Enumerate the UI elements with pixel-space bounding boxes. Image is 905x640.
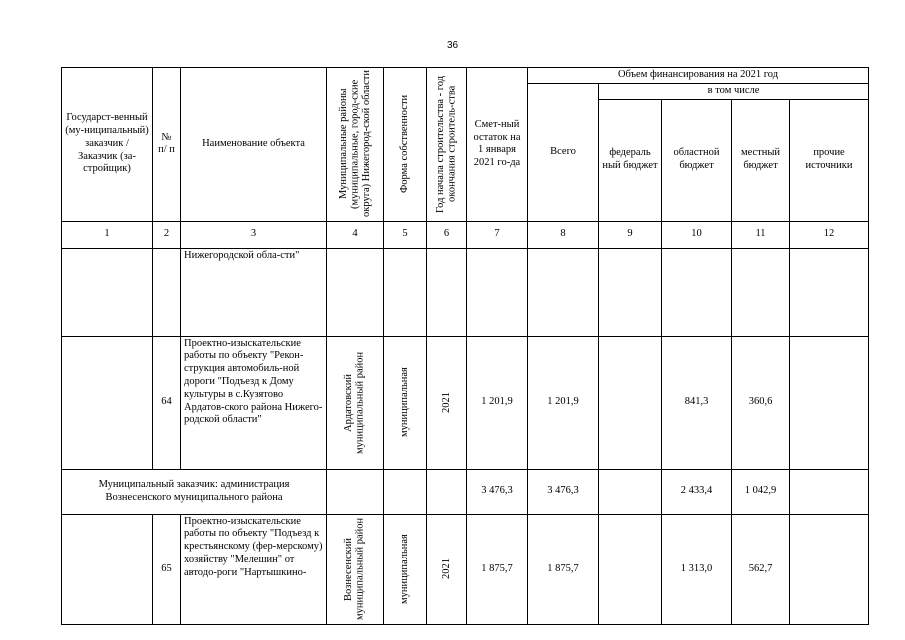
group-customer-label: Муниципальный заказчик: администрация Вознесенского муниципального района <box>62 469 327 514</box>
cell-year-text: 2021 <box>440 392 452 414</box>
cell-ownership <box>384 469 427 514</box>
header-years <box>427 68 467 222</box>
column-number: 12 <box>790 221 869 248</box>
header-object-name: Наименование объекта <box>181 68 327 222</box>
column-number: 8 <box>528 221 599 248</box>
cell-local: 360,6 <box>732 336 790 469</box>
cell-object-name: Проектно-изыскательские работы по объекту "Рекон-струкция автомобиль-ной дороги "Подъезд к Дому культуры в с.Кузятово Ардатов-ского района Нижего-родской области" <box>181 336 327 469</box>
header-local: местный бюджет <box>732 99 790 221</box>
cell-district <box>327 248 384 336</box>
cell-year-text: 2021 <box>440 558 452 580</box>
cell-num: 64 <box>153 336 181 469</box>
group-total: 3 476,3 <box>528 469 599 514</box>
header-customer: Государст-венный (му-ниципальный) заказчик / Заказчик (за-стройщик) <box>62 68 153 222</box>
cell-estimate: 1 201,9 <box>467 336 528 469</box>
table-row <box>62 514 869 624</box>
group-estimate: 3 476,3 <box>467 469 528 514</box>
cell-district <box>327 336 384 469</box>
cell-ownership-text: муниципальная <box>399 367 411 438</box>
header-funding-2021: Объем финансирования на 2021 год <box>528 68 869 84</box>
header-including: в том числе <box>599 83 869 99</box>
header-ownership-text: Форма собственности <box>399 95 411 194</box>
group-row <box>62 469 869 514</box>
column-number: 9 <box>599 221 662 248</box>
cell-local <box>732 248 790 336</box>
cell-year <box>427 469 467 514</box>
table-row <box>62 336 869 469</box>
cell-federal <box>599 514 662 624</box>
cell-regional: 1 313,0 <box>662 514 732 624</box>
column-number: 7 <box>467 221 528 248</box>
header-other: прочие источники <box>790 99 869 221</box>
cell-customer <box>62 336 153 469</box>
group-local: 1 042,9 <box>732 469 790 514</box>
cell-other <box>790 248 869 336</box>
table-row <box>62 248 869 336</box>
column-number: 4 <box>327 221 384 248</box>
header-row-1 <box>62 68 869 84</box>
header-ownership <box>384 68 427 222</box>
column-numbers-row <box>62 221 869 248</box>
column-number: 6 <box>427 221 467 248</box>
cell-other <box>790 514 869 624</box>
cell-estimate: 1 875,7 <box>467 514 528 624</box>
cell-year <box>427 248 467 336</box>
cell-customer <box>62 248 153 336</box>
header-districts <box>327 68 384 222</box>
cell-num: 65 <box>153 514 181 624</box>
page-number: 36 <box>446 40 459 51</box>
cell-district <box>327 514 384 624</box>
header-regional: областной бюджет <box>662 99 732 221</box>
group-federal <box>599 469 662 514</box>
cell-ownership <box>384 248 427 336</box>
cell-object-name: Нижегородской обла-сти" <box>181 248 327 336</box>
header-federal: федераль ный бюджет <box>599 99 662 221</box>
cell-local: 562,7 <box>732 514 790 624</box>
group-regional: 2 433,4 <box>662 469 732 514</box>
header-estimate: Смет-ный остаток на 1 января 2021 го-да <box>467 68 528 222</box>
cell-object-name: Проектно-изыскательские работы по объекту "Подъезд к крестьянскому (фер-мерскому) хозяйству "Мелешин" от автодо-роги "Нартышкино- <box>181 514 327 624</box>
cell-estimate <box>467 248 528 336</box>
cell-regional: 841,3 <box>662 336 732 469</box>
cell-year <box>427 514 467 624</box>
cell-district <box>327 469 384 514</box>
cell-ownership-text: муниципальная <box>399 534 411 605</box>
cell-ownership <box>384 514 427 624</box>
cell-total: 1 201,9 <box>528 336 599 469</box>
cell-district-text: Ардатовский муниципальный район <box>343 351 366 454</box>
cell-total <box>528 248 599 336</box>
column-number: 1 <box>62 221 153 248</box>
cell-year <box>427 336 467 469</box>
header-years-text: Год начала строительства - год окончания строитель-ства <box>434 75 458 213</box>
cell-federal <box>599 248 662 336</box>
cell-customer <box>62 514 153 624</box>
cell-district-text: Вознесенский муниципальный район <box>343 518 366 621</box>
header-num: № п/ п <box>153 68 181 222</box>
column-number: 2 <box>153 221 181 248</box>
cell-ownership <box>384 336 427 469</box>
cell-federal <box>599 336 662 469</box>
column-number: 3 <box>181 221 327 248</box>
cell-regional <box>662 248 732 336</box>
column-number: 10 <box>662 221 732 248</box>
cell-total: 1 875,7 <box>528 514 599 624</box>
group-other <box>790 469 869 514</box>
cell-num <box>153 248 181 336</box>
header-total: Всего <box>528 83 599 221</box>
column-number: 11 <box>732 221 790 248</box>
cell-other <box>790 336 869 469</box>
column-number: 5 <box>384 221 427 248</box>
header-districts-text: Муниципальные районы (муниципальные, город-ские округа) Нижегород-ской области <box>337 70 372 218</box>
financing-table <box>61 67 869 625</box>
